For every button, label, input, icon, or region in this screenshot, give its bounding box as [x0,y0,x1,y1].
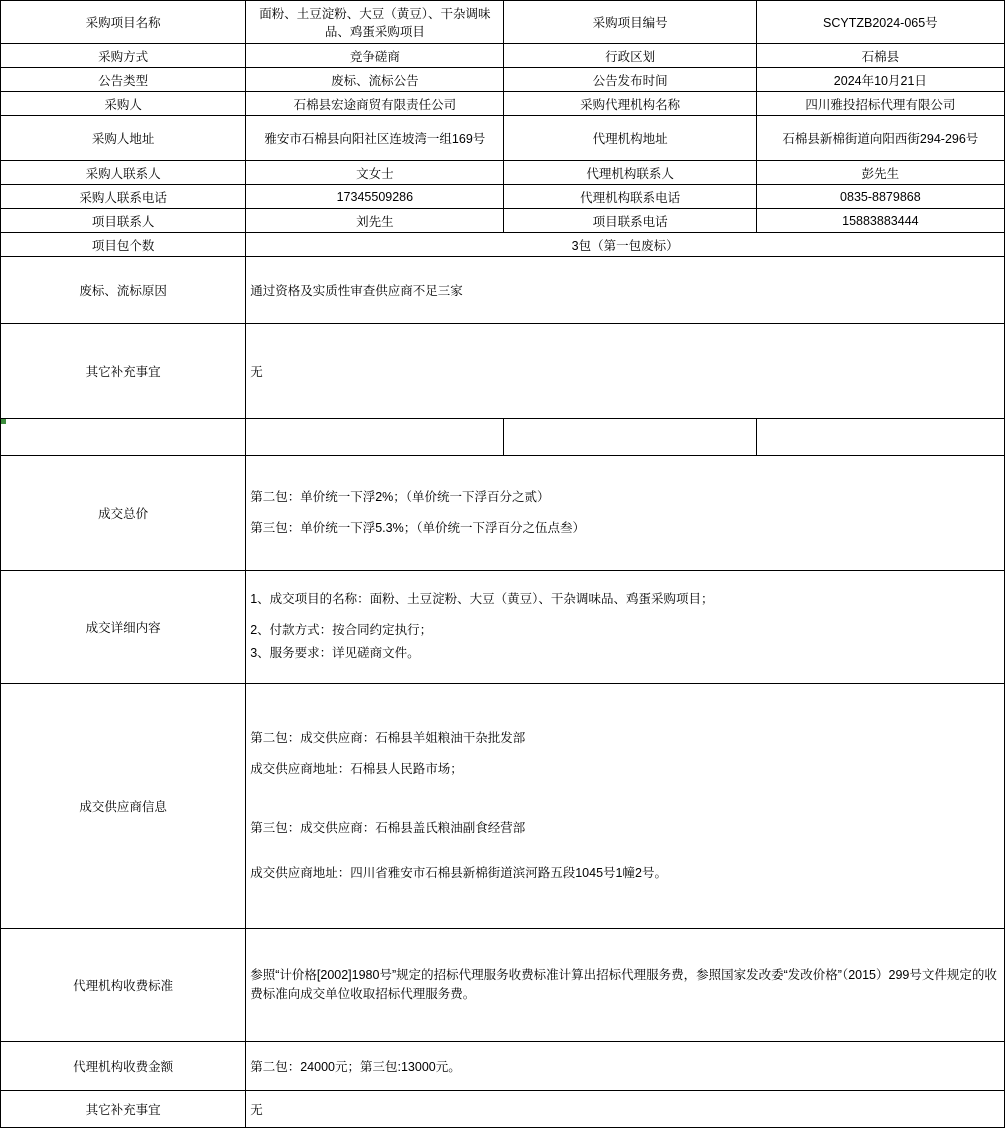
purchaser-address-value: 雅安市石棉县向阳社区连坡湾一组169号 [246,116,504,161]
table-row [1,116,1005,161]
table-row [1,92,1005,116]
detail-line-1: 1、成交项目的名称：面粉、土豆淀粉、大豆（黄豆）、干杂调味品、鸡蛋采购项目； [250,592,714,607]
detail-value [246,571,1005,684]
admin-region-label: 行政区划 [504,44,756,68]
agency-fee-amount-value: 第二包：24000元；第三包:13000元。 [246,1042,1005,1091]
blank-cell-4 [756,419,1004,456]
table-row [1,209,1005,233]
other-notes-value: 无 [246,324,1005,419]
total-price-value [246,456,1005,571]
supplier-line-4: 成交供应商地址：四川省雅安市石棉县新棉街道滨河路五段1045号1幢2号。 [250,865,667,880]
table-row [1,257,1005,324]
purchaser-value: 石棉县宏途商贸有限责任公司 [246,92,504,116]
blank-cell-1 [1,419,246,456]
notice-type-label: 公告类型 [1,68,246,92]
table-row [1,68,1005,92]
project-name-label: 采购项目名称 [1,1,246,44]
purchaser-phone-value: 17345509286 [246,185,504,209]
detail-line-2: 2、付款方式：按合同约定执行； [250,622,433,637]
agency-fee-standard-label: 代理机构收费标准 [1,929,246,1042]
package-count-value: 3包（第一包废标） [246,233,1005,257]
agency-fee-standard-value: 参照“计价格[2002]1980号”规定的招标代理服务收费标准计算出招标代理服务费，参照国家发改委“发改价格”（2015）299号文件规定的收费标准向成交单位收取招标代理服务费。 [246,929,1005,1042]
agency-contact-value: 彭先生 [756,161,1004,185]
agency-phone-value: 0835-8879868 [756,185,1004,209]
total-price-line-1: 第二包：单价统一下浮2%；（单价统一下浮百分之贰） [250,490,550,505]
admin-region-value: 石棉县 [756,44,1004,68]
project-code-value: SCYTZB2024-065号 [756,1,1004,44]
table-row-blank [1,419,1005,456]
fail-reason-value: 通过资格及实质性审查供应商不足三家 [246,257,1005,324]
package-count-label: 项目包个数 [1,233,246,257]
detail-line-3: 3、服务要求：详见磋商文件。 [250,646,420,661]
project-phone-label: 项目联系电话 [504,209,756,233]
agency-phone-label: 代理机构联系电话 [504,185,756,209]
table-row [1,324,1005,419]
detail-label: 成交详细内容 [1,571,246,684]
purchaser-phone-label: 采购人联系电话 [1,185,246,209]
other-notes-2-label: 其它补充事宜 [1,1091,246,1128]
fail-reason-label: 废标、流标原因 [1,257,246,324]
purchase-method-value: 竞争磋商 [246,44,504,68]
table-row [1,456,1005,571]
notice-time-label: 公告发布时间 [504,68,756,92]
project-phone-value: 15883883444 [756,209,1004,233]
total-price-line-2: 第三包：单价统一下浮5.3%；（单价统一下浮百分之伍点叁） [250,521,585,535]
supplier-line-2: 成交供应商地址：石棉县人民路市场； [250,762,463,777]
supplier-label: 成交供应商信息 [1,684,246,929]
project-contact-label: 项目联系人 [1,209,246,233]
agency-name-value: 四川雅投招标代理有限公司 [756,92,1004,116]
table-row [1,44,1005,68]
project-contact-value: 刘先生 [246,209,504,233]
purchaser-address-label: 采购人地址 [1,116,246,161]
table-row [1,1091,1005,1128]
agency-address-value: 石棉县新棉街道向阳西街294-296号 [756,116,1004,161]
table-row [1,684,1005,929]
project-name-value: 面粉、土豆淀粉、大豆（黄豆）、干杂调味品、鸡蛋采购项目 [246,1,504,44]
table-row [1,929,1005,1042]
supplier-value [246,684,1005,929]
agency-contact-label: 代理机构联系人 [504,161,756,185]
purchase-method-label: 采购方式 [1,44,246,68]
table-row [1,185,1005,209]
table-row [1,233,1005,257]
purchaser-label: 采购人 [1,92,246,116]
table-row [1,161,1005,185]
blank-cell-2 [246,419,504,456]
total-price-label: 成交总价 [1,456,246,571]
agency-address-label: 代理机构地址 [504,116,756,161]
supplier-line-1: 第二包：成交供应商：石棉县羊姐粮油干杂批发部 [250,731,526,746]
notice-type-value: 废标、流标公告 [246,68,504,92]
agency-name-label: 采购代理机构名称 [504,92,756,116]
agency-fee-amount-label: 代理机构收费金额 [1,1042,246,1091]
supplier-line-3: 第三包：成交供应商：石棉县盖氏粮油副食经营部 [250,821,526,835]
notice-time-value: 2024年10月21日 [756,68,1004,92]
green-marker-icon [1,419,6,424]
table-row [1,1042,1005,1091]
table-row [1,1,1005,44]
purchaser-contact-label: 采购人联系人 [1,161,246,185]
table-row [1,571,1005,684]
purchaser-contact-value: 文女士 [246,161,504,185]
blank-cell-3 [504,419,756,456]
project-code-label: 采购项目编号 [504,1,756,44]
other-notes-label: 其它补充事宜 [1,324,246,419]
other-notes-2-value: 无 [246,1091,1005,1128]
